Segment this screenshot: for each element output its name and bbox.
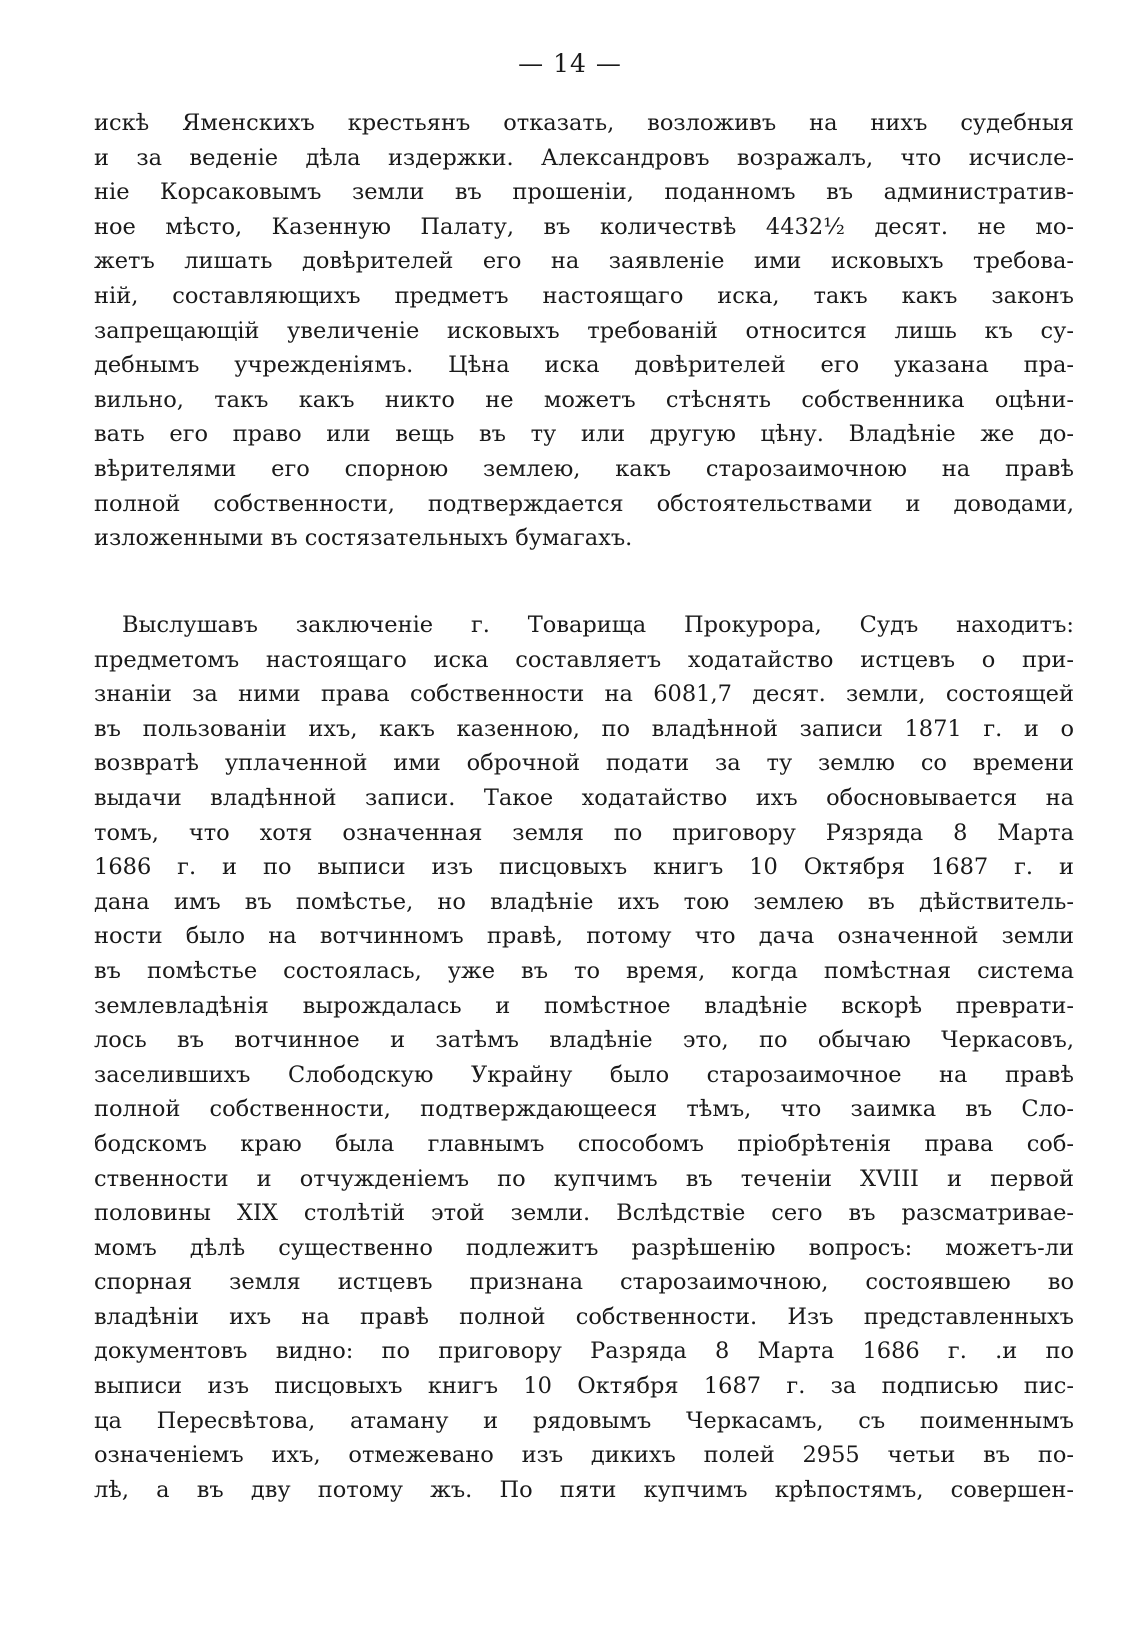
text-line: дана имъ въ помѣстье, но владѣніе ихъ тою землею въ дѣйствитель- xyxy=(94,888,1074,915)
text-line: запрещающій увеличеніе исковыхъ требованій относится лишь къ су- xyxy=(94,317,1074,344)
text-line: заселившихъ Слободскую Украйну было старозаимочное на правѣ xyxy=(94,1061,1074,1088)
text-line: 1686 г. и по выписи изъ писцовыхъ книгъ 10 Октября 1687 г. и xyxy=(94,854,1074,881)
text-line: ственности и отчужденіемъ по купчимъ въ теченіи XVIII и первой xyxy=(94,1165,1074,1192)
text-line: ній, составляющихъ предметъ настоящаго иска, такъ какъ законъ xyxy=(94,282,1074,309)
text-line: владѣніи ихъ на правѣ полной собственности. Изъ представленныхъ xyxy=(94,1303,1074,1330)
text-line: и за веденіе дѣла издержки. Александровъ возражалъ, что исчисле- xyxy=(94,144,1074,171)
text-line: вать его право или вещь въ ту или другую цѣну. Владѣніе же до- xyxy=(94,421,1074,448)
text-line: выдачи владѣнной записи. Такое ходатайство ихъ обосновывается на xyxy=(94,784,1074,811)
text-line: предметомъ настоящаго иска составляетъ ходатайство истцевъ о при- xyxy=(94,646,1074,673)
page-number: — 14 — xyxy=(518,49,622,78)
text-line: изложенными въ состязательныхъ бумагахъ. xyxy=(94,525,633,552)
text-line: въ помѣстье состоялась, уже въ то время, когда помѣстная система xyxy=(94,957,1074,984)
text-line: означеніемъ ихъ, отмежевано изъ дикихъ полей 2955 четьи въ по- xyxy=(94,1442,1074,1469)
text-line: выписи изъ писцовыхъ книгъ 10 Октября 1687 г. за подписью пис- xyxy=(94,1373,1074,1400)
text-line: половины XIX столѣтій этой земли. Вслѣдствіе сего въ разсматривае- xyxy=(94,1200,1074,1227)
text-line: томъ, что хотя означенная земля по приговору Рязряда 8 Марта xyxy=(94,819,1074,846)
text-line: спорная земля истцевъ признана старозаимочною, состоявшею во xyxy=(94,1269,1074,1296)
text-line: дебнымъ учрежденіямъ. Цѣна иска довѣрителей его указана пра- xyxy=(94,352,1074,379)
text-line: ца Пересвѣтова, атаману и рядовымъ Черкасамъ, съ поименнымъ xyxy=(94,1407,1074,1434)
paragraph xyxy=(94,608,1074,1507)
text-line: знаніи за ними права собственности на 6081,7 десят. земли, состоящей xyxy=(94,681,1074,708)
text-line: искѣ Яменскихъ крестьянъ отказать, возложивъ на нихъ судебныя xyxy=(94,110,1074,136)
text-line: ности было на вотчинномъ правѣ, потому что дача означенной земли xyxy=(94,923,1074,950)
text-line: лѣ, а въ дву потому жъ. По пяти купчимъ крѣпостямъ, совершен- xyxy=(94,1476,1074,1503)
text-line: полной собственности, подтверждающееся тѣмъ, что заимка въ Сло- xyxy=(94,1096,1074,1123)
paragraph xyxy=(94,106,1074,556)
text-line: момъ дѣлѣ существенно подлежитъ разрѣшенію вопросъ: можетъ-ли xyxy=(94,1234,1074,1261)
text-line: бодскомъ краю была главнымъ способомъ пріобрѣтенія права соб- xyxy=(94,1130,1074,1157)
text-line: Выслушавъ заключеніе г. Товарища Прокурора, Судъ находитъ: xyxy=(122,612,1074,638)
text-line: вильно, такъ какъ никто не можетъ стѣснять собственника оцѣни- xyxy=(94,386,1074,413)
text-line: ніе Корсаковымъ земли въ прошеніи, поданномъ въ административ- xyxy=(94,179,1074,206)
text-line: лось въ вотчинное и затѣмъ владѣніе это, по обычаю Черкасовъ, xyxy=(94,1027,1074,1054)
text-line: возвратѣ уплаченной ими оброчной подати за ту землю со времени xyxy=(94,750,1074,777)
text-line: жетъ лишать довѣрителей его на заявленіе ими исковыхъ требова- xyxy=(94,248,1074,275)
text-line: вѣрителями его спорною землею, какъ старозаимочною на правѣ xyxy=(94,455,1074,482)
text-line: ное мѣсто, Казенную Палату, въ количествѣ 4432½ десят. не мо- xyxy=(94,213,1074,240)
text-line: полной собственности, подтверждается обстоятельствами и доводами, xyxy=(94,490,1074,517)
text-line: документовъ видно: по приговору Разряда 8 Марта 1686 г. .и по xyxy=(94,1338,1074,1365)
text-line: землевладѣнія вырождалась и помѣстное владѣніе вскорѣ преврати- xyxy=(94,992,1074,1019)
text-line: въ пользованіи ихъ, какъ казенною, по владѣнной записи 1871 г. и о xyxy=(94,715,1074,742)
